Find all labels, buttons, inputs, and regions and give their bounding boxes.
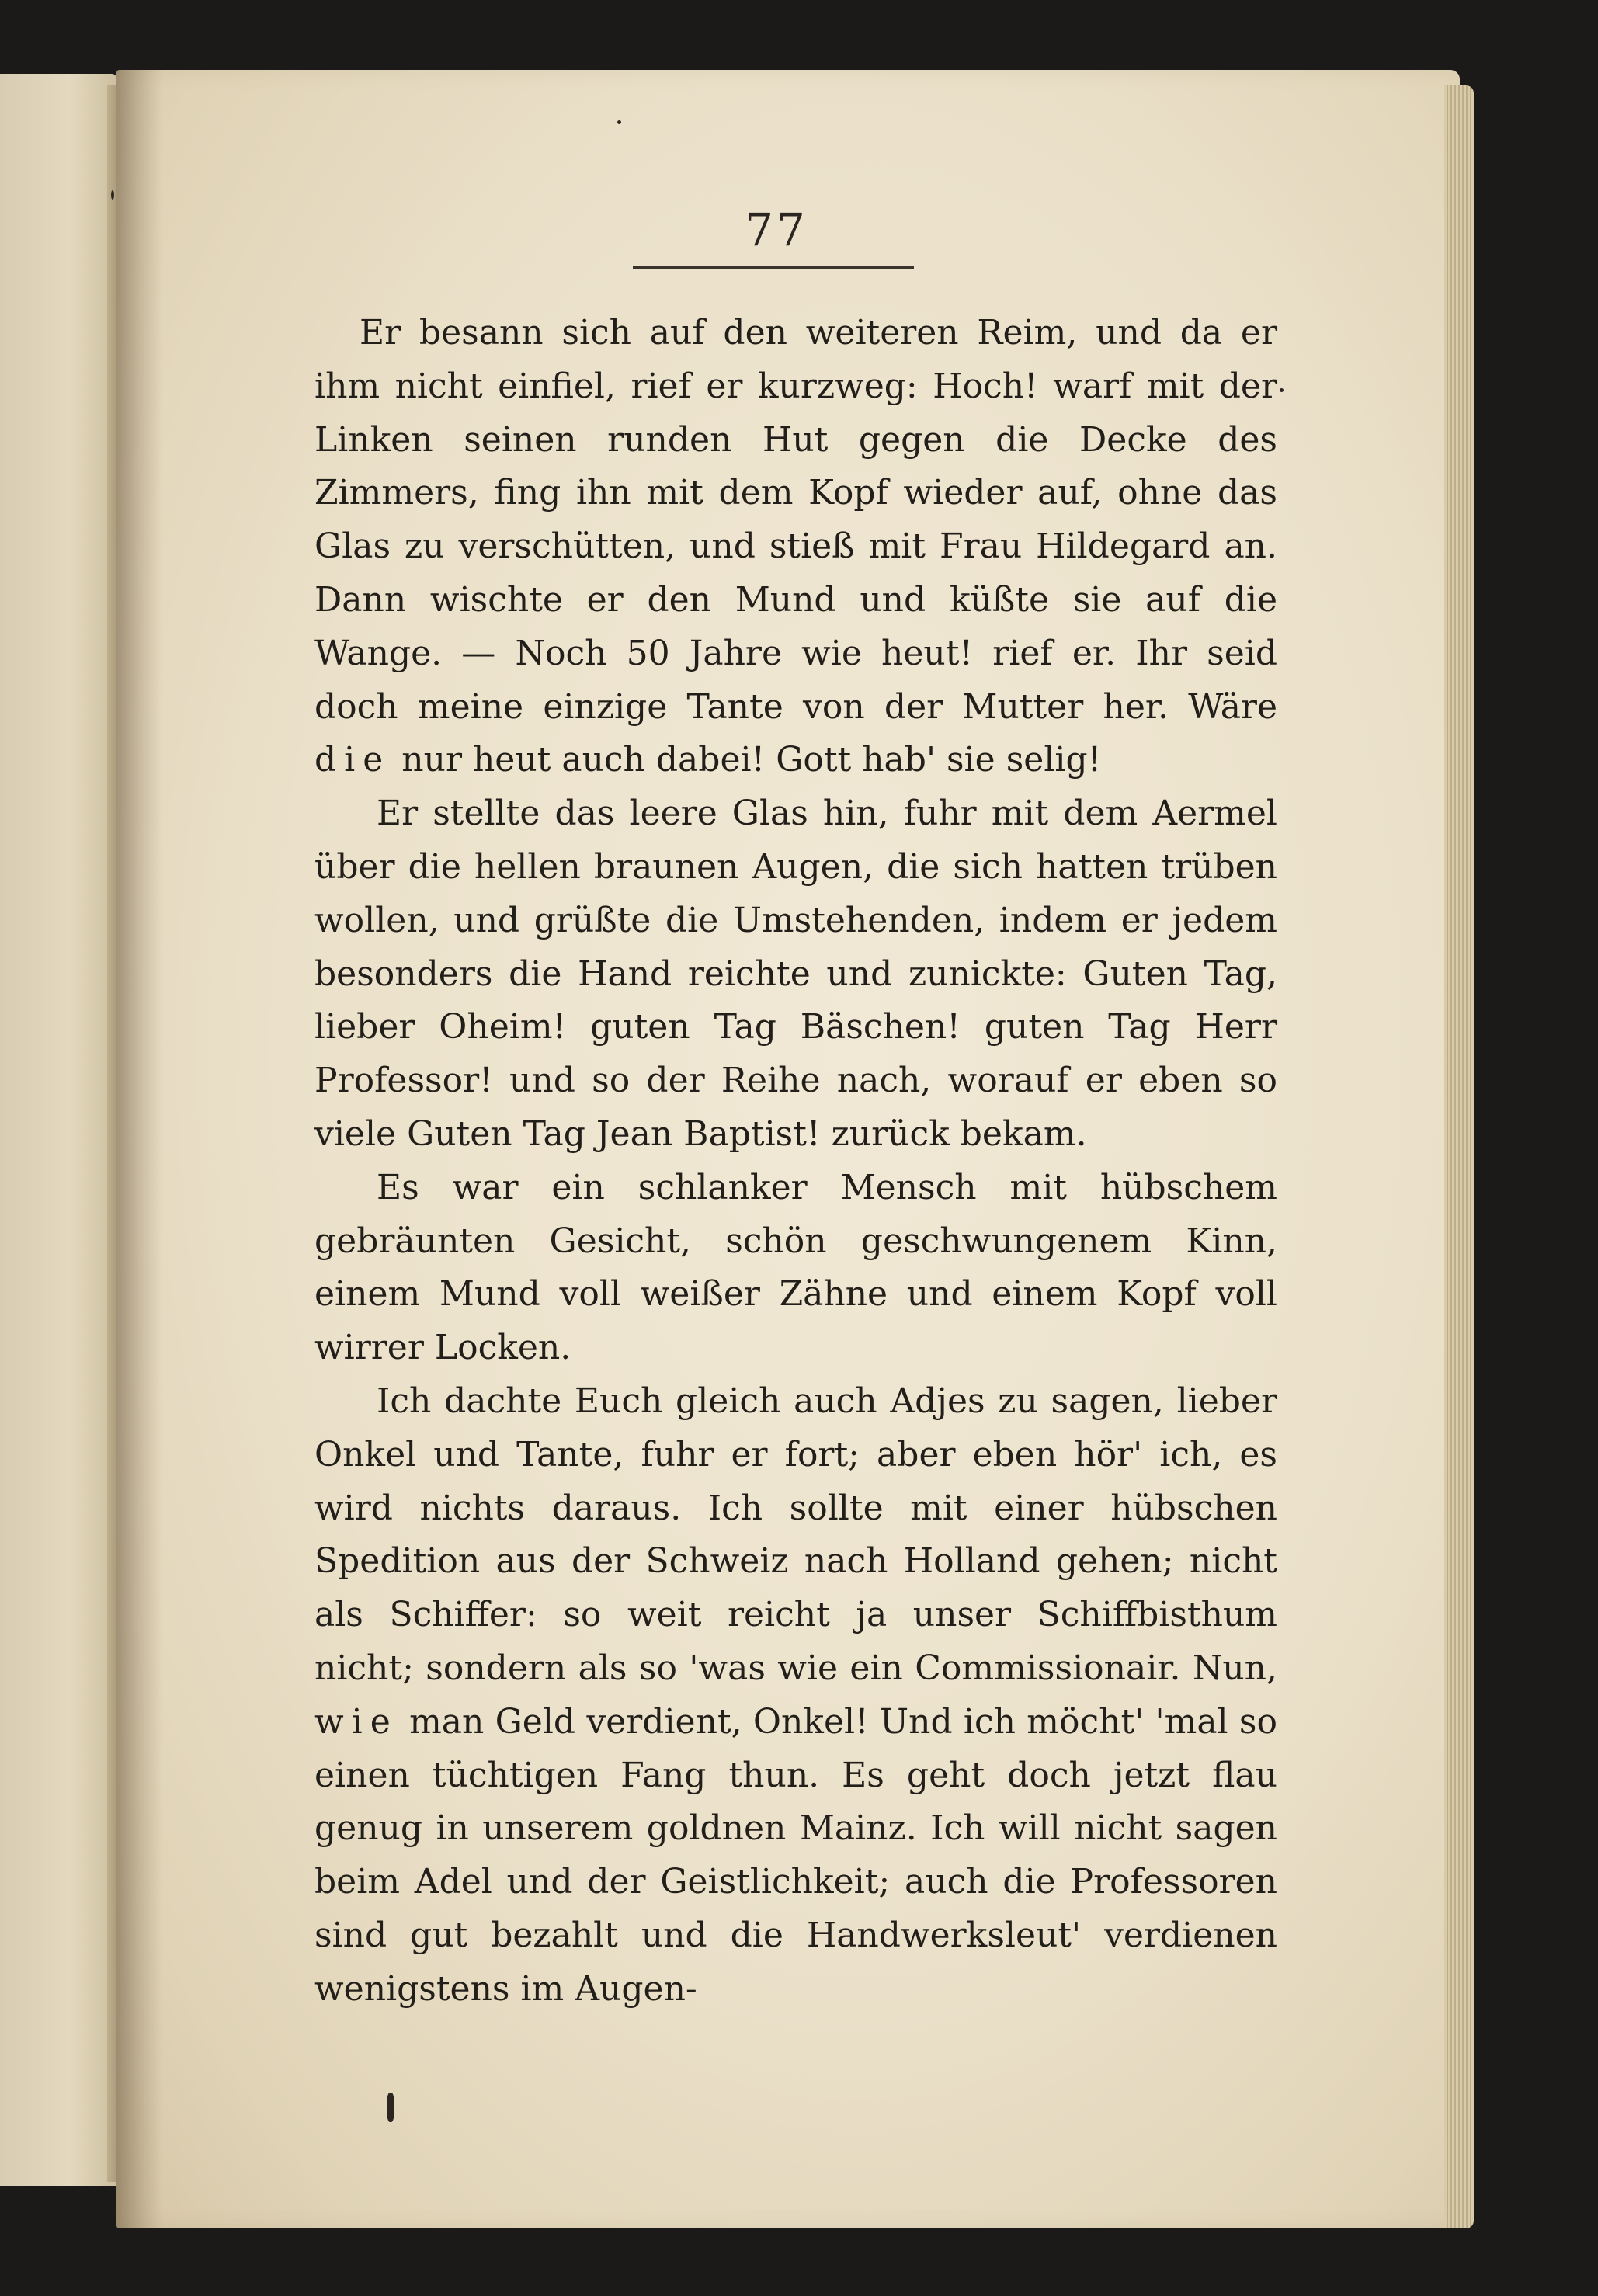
paragraph-1 (314, 307, 1277, 787)
paragraph-2: Er stellte das leere Glas hin, fuhr mit dem Aermel über die hellen braunen Augen, die sich hatten trüben wollen, und grüßte die Umstehenden, indem er jedem besonders die Hand reichte und zunickte: Guten Tag, lieber Oheim! guten Tag Bäschen! guten Tag Herr Professor! und so der Reihe nach, worauf er eben so viele Guten Tag Jean Baptist! zurück bekam. (314, 794, 1277, 1154)
paragraph-1-text-a: Er besann sich auf den weiteren Reim, und da er ihm nicht einfiel, rief er kurzweg: Hoch! warf mit der Linken seinen runden Hut gegen die Decke des Zimmers, fing ihn mit dem Kopf wieder auf, ohne das Glas zu verschütten, und stieß mit Frau Hildegard an. Dann wischte er den Mund und küßte sie auf die Wange. — Noch 50 Jahre wie heut! rief er. Ihr seid doch meine einzige Tante von der Mutter her. Wäre (314, 313, 1277, 727)
previous-page-edge (0, 74, 116, 2186)
page-number: 77 (745, 203, 808, 256)
gutter-shadow (116, 70, 163, 2228)
body-text (314, 307, 1277, 2016)
header-rule (633, 266, 914, 269)
ink-speck (111, 190, 114, 200)
ink-speck (387, 2093, 394, 2122)
paragraph-4-text-a: Ich dachte Euch gleich auch Adjes zu sagen, lieber Onkel und Tante, fuhr er fort; aber eben hör' ich, es wird nichts daraus. Ich sollte mit einer hübschen Spedition aus der Schweiz nach Holland gehen; nicht als Schiffer: so weit reicht ja unser Schiffbisthum nicht; sondern als so 'was wie ein Commissionair. Nun, (314, 1381, 1277, 1688)
paragraph-1-emphasis: die (314, 740, 391, 780)
ink-speck (617, 120, 621, 124)
paragraph-4-text-b: man Geld verdient, Onkel! Und ich möcht' 'mal so einen tüchtigen Fang thun. Es geht doch jetzt flau genug in unserem goldnen Mainz. Ich will nicht sagen beim Adel und der Geistlichkeit; auch die Professoren sind gut bezahlt und die Handwerksleut' verdienen wenigstens im Augen- (314, 1701, 1277, 2009)
paragraph-3: Es war ein schlanker Mensch mit hübschem gebräunten Gesicht, schön geschwungenem Kinn, einem Mund voll weißer Zähne und einem Kopf voll wirrer Locken. (314, 1167, 1277, 1368)
page-stack-edge (1444, 85, 1474, 2228)
ink-speck (1280, 388, 1284, 392)
paragraph-4-emphasis: wie (314, 1701, 398, 1742)
paragraph-1-text-b: nur heut auch dabei! Gott hab' sie selig! (391, 740, 1102, 780)
paragraph-4 (314, 1375, 1277, 2016)
